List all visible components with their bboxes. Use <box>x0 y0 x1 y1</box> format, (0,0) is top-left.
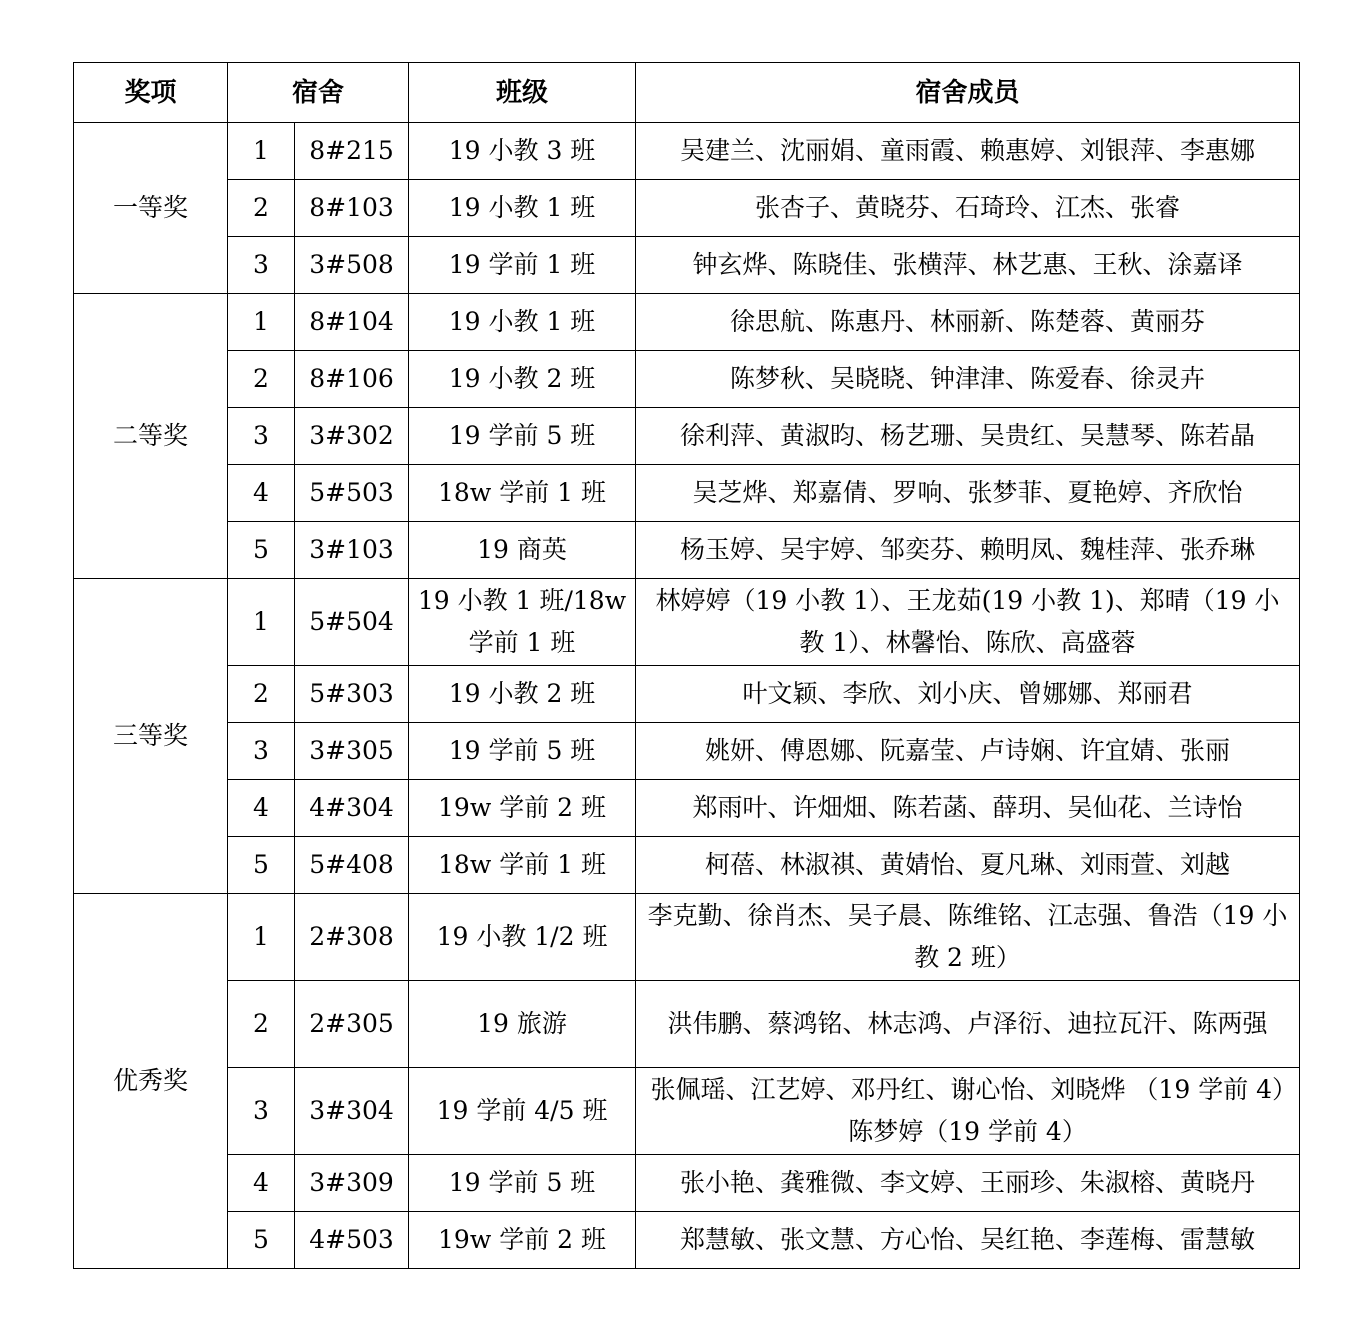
dorm-number-cell: 4 <box>228 780 295 837</box>
class-cell: 19 小教 1 班/18w 学前 1 班 <box>409 579 636 666</box>
members-cell: 钟玄烨、陈晓佳、张横萍、林艺惠、王秋、涂嘉译 <box>636 237 1300 294</box>
members-cell: 叶文颖、李欣、刘小庆、曾娜娜、郑丽君 <box>636 666 1300 723</box>
dorm-number-cell: 5 <box>228 1212 295 1269</box>
dorm-number-cell: 1 <box>228 894 295 981</box>
class-cell: 19 小教 2 班 <box>409 666 636 723</box>
room-cell: 3#302 <box>295 408 409 465</box>
class-cell: 19 小教 1/2 班 <box>409 894 636 981</box>
class-cell: 19 小教 1 班 <box>409 180 636 237</box>
dorm-number-cell: 4 <box>228 1155 295 1212</box>
members-cell: 李克勤、徐肖杰、吴子晨、陈维铭、江志强、鲁浩（19 小教 2 班） <box>636 894 1300 981</box>
header-members: 宿舍成员 <box>636 63 1300 123</box>
header-award: 奖项 <box>74 63 228 123</box>
room-cell: 5#408 <box>295 837 409 894</box>
members-cell: 吴建兰、沈丽娟、童雨霞、赖惠婷、刘银萍、李惠娜 <box>636 123 1300 180</box>
header-class: 班级 <box>409 63 636 123</box>
members-cell: 杨玉婷、吴宇婷、邹奕芬、赖明凤、魏桂萍、张乔琳 <box>636 522 1300 579</box>
award-level-cell: 三等奖 <box>74 579 228 894</box>
dorm-number-cell: 1 <box>228 123 295 180</box>
class-cell: 19 小教 1 班 <box>409 294 636 351</box>
table-row <box>74 351 1300 408</box>
members-cell: 柯蓓、林淑祺、黄婧怡、夏凡琳、刘雨萱、刘越 <box>636 837 1300 894</box>
room-cell: 8#103 <box>295 180 409 237</box>
room-cell: 5#503 <box>295 465 409 522</box>
table-row <box>74 837 1300 894</box>
dorm-number-cell: 1 <box>228 294 295 351</box>
class-cell: 19 旅游 <box>409 981 636 1068</box>
room-cell: 3#304 <box>295 1068 409 1155</box>
dorm-number-cell: 3 <box>228 1068 295 1155</box>
class-cell: 18w 学前 1 班 <box>409 465 636 522</box>
members-cell: 陈梦秋、吴晓晓、钟津津、陈爱春、徐灵卉 <box>636 351 1300 408</box>
table-row <box>74 1212 1300 1269</box>
class-cell: 19 小教 2 班 <box>409 351 636 408</box>
header-row <box>74 63 1300 123</box>
dorm-number-cell: 3 <box>228 723 295 780</box>
room-cell: 5#504 <box>295 579 409 666</box>
table-row <box>74 1068 1300 1155</box>
table-row <box>74 294 1300 351</box>
class-cell: 19w 学前 2 班 <box>409 780 636 837</box>
room-cell: 4#304 <box>295 780 409 837</box>
table-row <box>74 981 1300 1068</box>
class-cell: 19w 学前 2 班 <box>409 1212 636 1269</box>
dorm-number-cell: 2 <box>228 351 295 408</box>
award-level-cell: 优秀奖 <box>74 894 228 1269</box>
class-cell: 19 学前 5 班 <box>409 1155 636 1212</box>
members-cell: 洪伟鹏、蔡鸿铭、林志鸿、卢泽衍、迪拉瓦汗、陈两强 <box>636 981 1300 1068</box>
room-cell: 8#106 <box>295 351 409 408</box>
room-cell: 4#503 <box>295 1212 409 1269</box>
dorm-number-cell: 2 <box>228 981 295 1068</box>
dorm-number-cell: 5 <box>228 837 295 894</box>
room-cell: 3#508 <box>295 237 409 294</box>
members-cell: 郑雨叶、许畑畑、陈若菡、薛玥、吴仙花、兰诗怡 <box>636 780 1300 837</box>
room-cell: 8#104 <box>295 294 409 351</box>
table-row <box>74 666 1300 723</box>
room-cell: 5#303 <box>295 666 409 723</box>
dorm-number-cell: 3 <box>228 408 295 465</box>
members-cell: 张杏子、黄晓芬、石琦玲、江杰、张睿 <box>636 180 1300 237</box>
dorm-number-cell: 5 <box>228 522 295 579</box>
members-cell: 张小艳、龚雅微、李文婷、王丽珍、朱淑榕、黄晓丹 <box>636 1155 1300 1212</box>
members-cell: 郑慧敏、张文慧、方心怡、吴红艳、李莲梅、雷慧敏 <box>636 1212 1300 1269</box>
room-cell: 8#215 <box>295 123 409 180</box>
members-cell: 林婷婷（19 小教 1）、王龙茹(19 小教 1)、郑晴（19 小教 1）、林馨怡、陈欣、高盛蓉 <box>636 579 1300 666</box>
table-row <box>74 723 1300 780</box>
room-cell: 2#308 <box>295 894 409 981</box>
room-cell: 3#305 <box>295 723 409 780</box>
members-cell: 徐利萍、黄淑昀、杨艺珊、吴贵红、吴慧琴、陈若晶 <box>636 408 1300 465</box>
award-table <box>73 62 1300 1269</box>
class-cell: 18w 学前 1 班 <box>409 837 636 894</box>
table-row <box>74 123 1300 180</box>
class-cell: 19 学前 1 班 <box>409 237 636 294</box>
dorm-number-cell: 2 <box>228 666 295 723</box>
dorm-number-cell: 1 <box>228 579 295 666</box>
table-row <box>74 465 1300 522</box>
table-row <box>74 780 1300 837</box>
award-level-cell: 二等奖 <box>74 294 228 579</box>
members-cell: 徐思航、陈惠丹、林丽新、陈楚蓉、黄丽芬 <box>636 294 1300 351</box>
class-cell: 19 学前 4/5 班 <box>409 1068 636 1155</box>
class-cell: 19 学前 5 班 <box>409 723 636 780</box>
members-cell: 张佩瑶、江艺婷、邓丹红、谢心怡、刘晓烨 （19 学前 4）陈梦婷（19 学前 4） <box>636 1068 1300 1155</box>
award-level-cell: 一等奖 <box>74 123 228 294</box>
class-cell: 19 学前 5 班 <box>409 408 636 465</box>
table-row <box>74 894 1300 981</box>
room-cell: 2#305 <box>295 981 409 1068</box>
members-cell: 吴芝烨、郑嘉倩、罗响、张梦菲、夏艳婷、齐欣怡 <box>636 465 1300 522</box>
dorm-number-cell: 4 <box>228 465 295 522</box>
room-cell: 3#309 <box>295 1155 409 1212</box>
room-cell: 3#103 <box>295 522 409 579</box>
table-row <box>74 522 1300 579</box>
members-cell: 姚妍、傅恩娜、阮嘉莹、卢诗娴、许宜婧、张丽 <box>636 723 1300 780</box>
header-dorm: 宿舍 <box>228 63 409 123</box>
table-row <box>74 237 1300 294</box>
table-row <box>74 1155 1300 1212</box>
table-row <box>74 579 1300 666</box>
dorm-number-cell: 2 <box>228 180 295 237</box>
class-cell: 19 商英 <box>409 522 636 579</box>
table-body <box>74 123 1300 1269</box>
table-row <box>74 180 1300 237</box>
table-row <box>74 408 1300 465</box>
class-cell: 19 小教 3 班 <box>409 123 636 180</box>
dorm-number-cell: 3 <box>228 237 295 294</box>
